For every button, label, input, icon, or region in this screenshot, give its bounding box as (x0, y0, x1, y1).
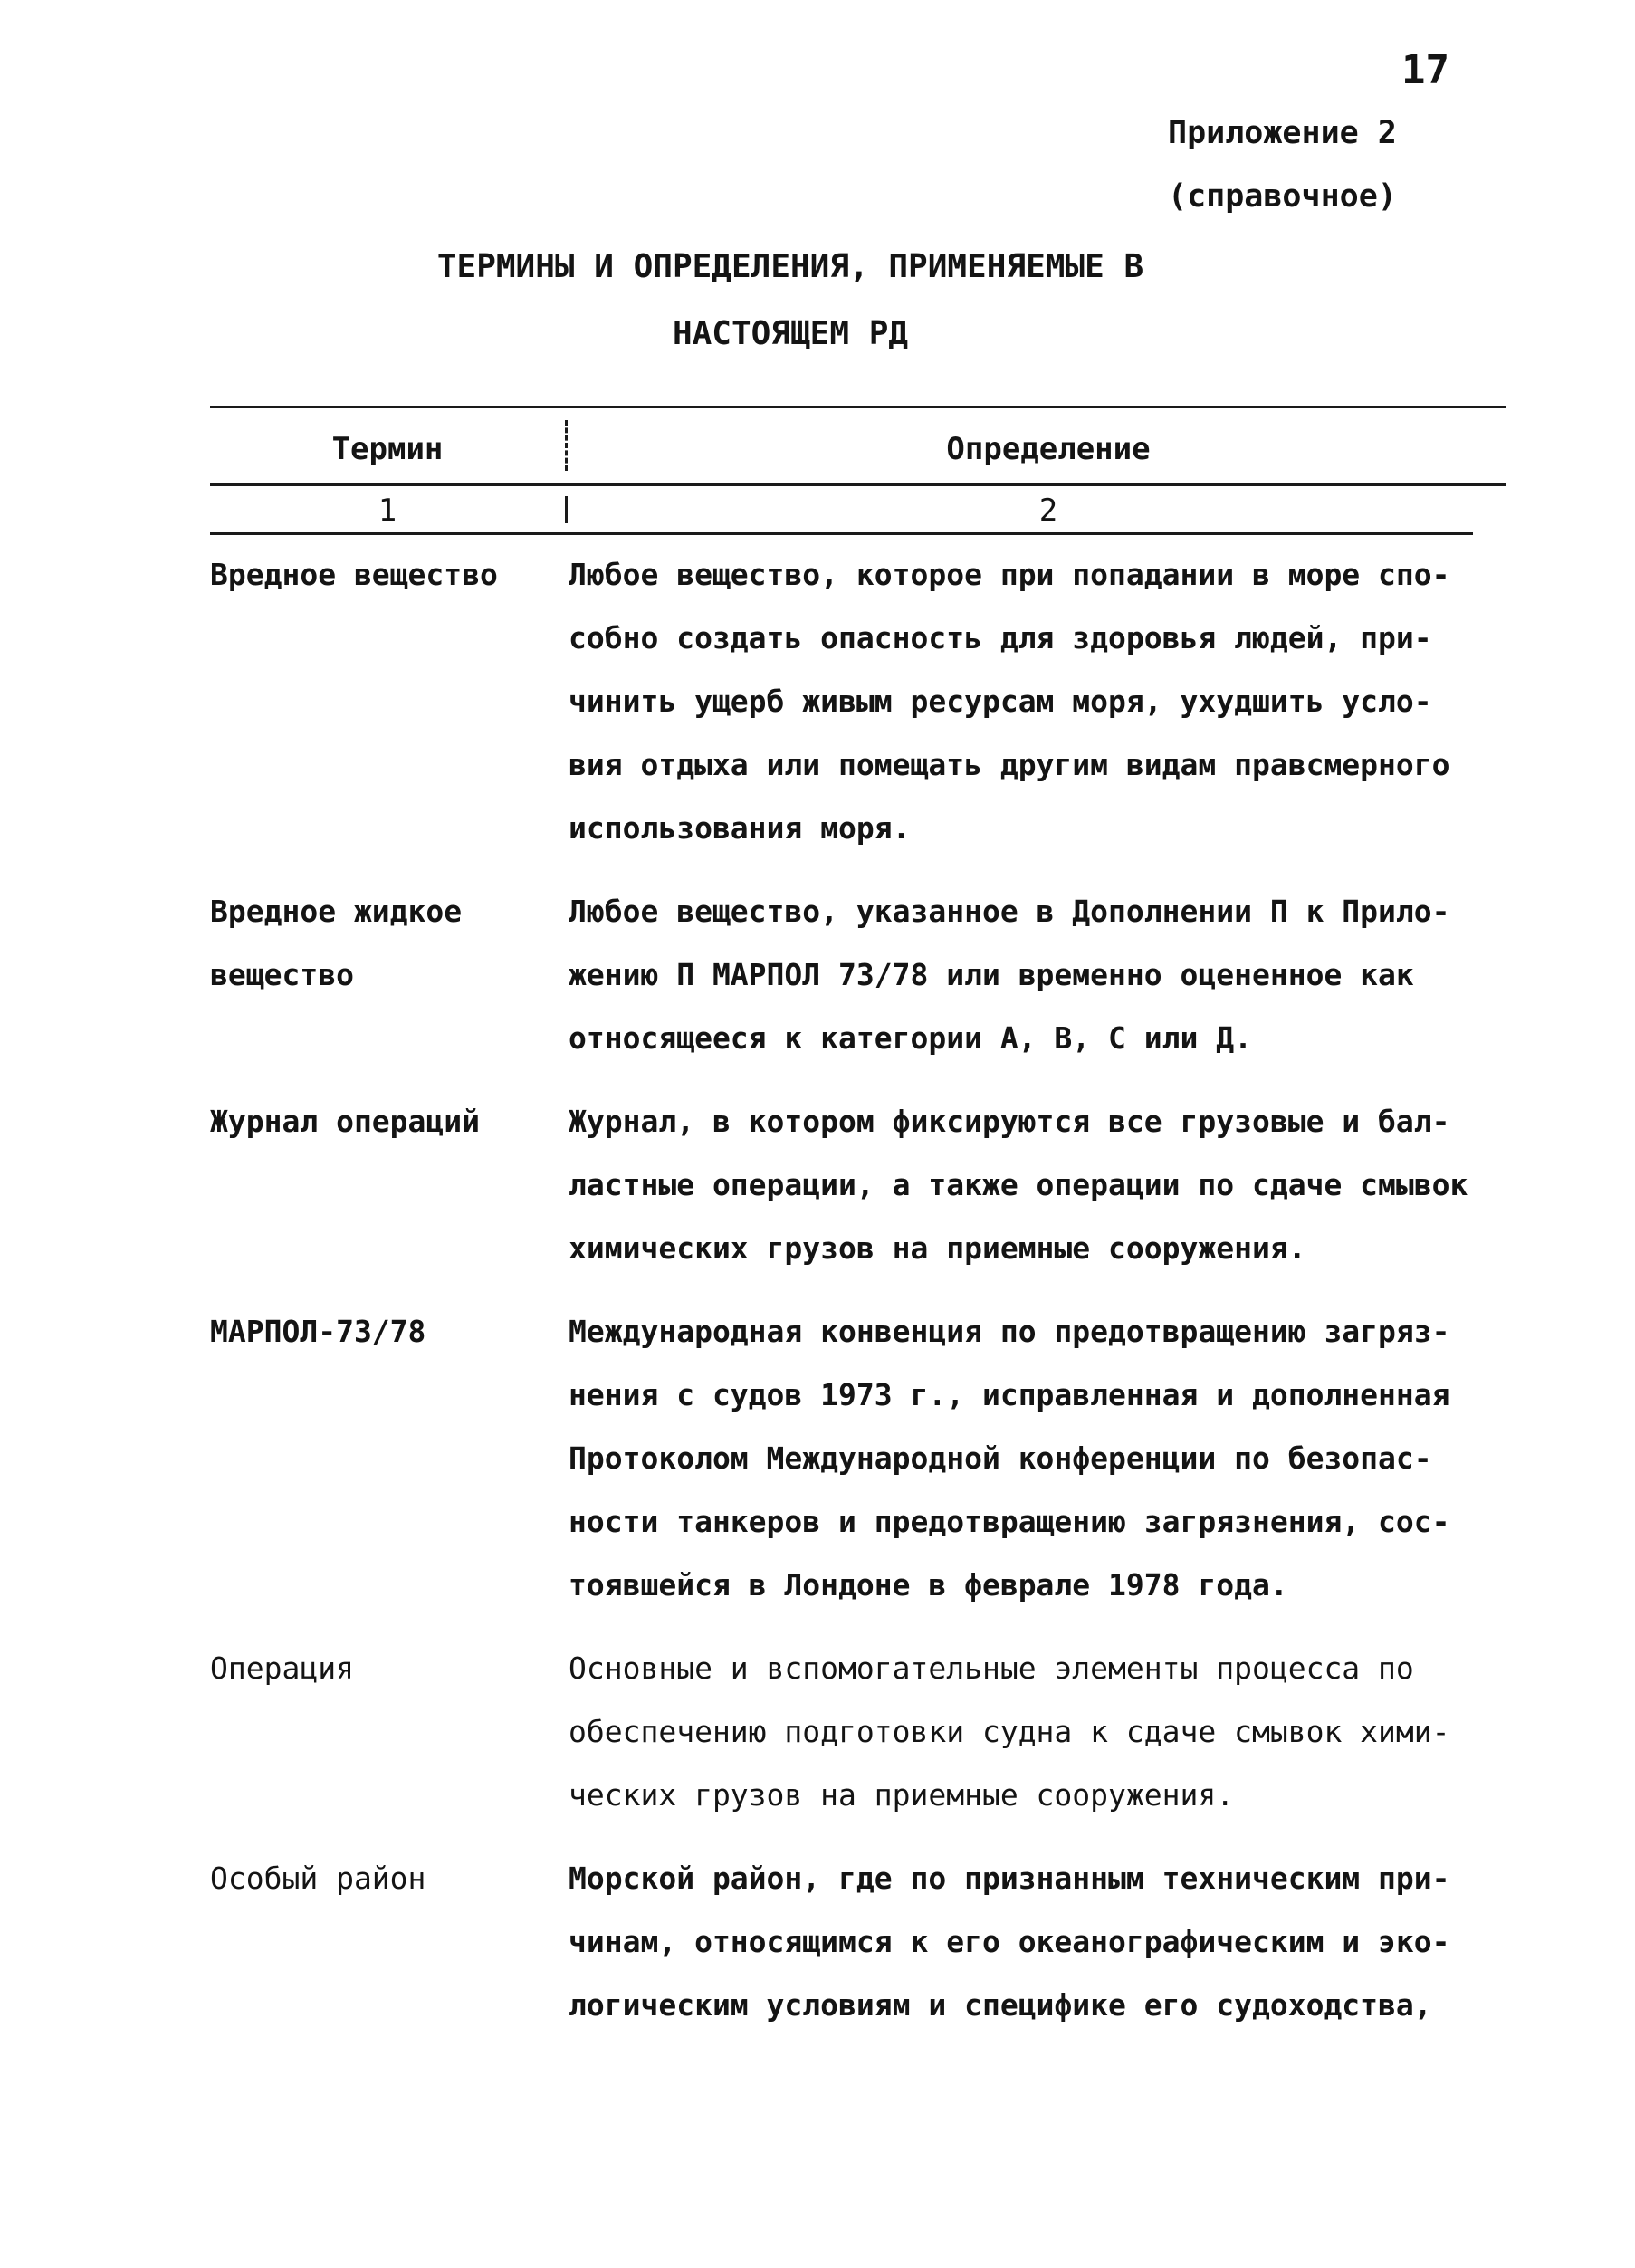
definition-line: Морской район, где по признанным техническим при- (569, 1861, 1450, 1896)
definition-cell (569, 1300, 1532, 1617)
definition-line: ластные операции, а также операции по сдаче смывок (569, 1167, 1468, 1202)
definition-line: относящееся к категории А, В, С или Д. (569, 1020, 1252, 1056)
definition-cell (569, 543, 1532, 860)
table-row (210, 1847, 1532, 2037)
definition-line: чинам, относящимся к его океанографическим и эко- (569, 1924, 1450, 1959)
table-row (210, 1300, 1532, 1617)
definition-line: жению П МАРПОЛ 73/78 или временно оцененное как (569, 957, 1414, 992)
definition-line: тоявшейся в Лондоне в феврале 1978 года. (569, 1567, 1288, 1603)
column-number-term: 1 (378, 493, 397, 529)
terms-table-body (210, 543, 1532, 2057)
definition-line: ческих грузов на приемные сооружения. (569, 1777, 1235, 1813)
definition-line: химических грузов на приемные сооружения. (569, 1230, 1306, 1266)
definition-cell (569, 1637, 1532, 1827)
definition-line: Международная конвенция по предотвращению загряз- (569, 1314, 1450, 1349)
column-divider (565, 496, 568, 523)
appendix-title: Приложение 2 (1168, 115, 1397, 151)
table-top-rule (210, 406, 1506, 408)
definition-line: Протоколом Международной конференции по безопас- (569, 1440, 1432, 1476)
header-term: Термин (331, 431, 444, 467)
title-line-1: ТЕРМИНЫ И ОПРЕДЕЛЕНИЯ, ПРИМЕНЯЕМЫЕ В (436, 248, 1144, 285)
title-line-2: НАСТОЯЩЕМ РД (672, 315, 909, 352)
header-definition: Определение (946, 431, 1151, 467)
column-divider (565, 420, 568, 471)
appendix-label (1168, 101, 1430, 228)
definition-line: Основные и вспомогательные элементы процесса по (569, 1651, 1414, 1686)
appendix-note: (справочное) (1168, 178, 1397, 215)
table-row (210, 543, 1532, 860)
page-number: 17 (1401, 47, 1449, 93)
document-title (0, 234, 1635, 368)
definition-line: вия отдыха или помещать другим видам правсмерного (569, 747, 1450, 782)
table-row (210, 1090, 1532, 1280)
definition-line: Журнал, в котором фиксируются все грузовые и бал- (569, 1104, 1450, 1139)
term-cell: Вредное вещество (210, 557, 498, 592)
term-cell: Вредное жидкое вещество (210, 894, 463, 992)
definition-cell (569, 1847, 1532, 2037)
definition-line: логическим условиям и специфике его судоходства, (569, 1987, 1432, 2023)
term-cell: Особый район (210, 1861, 426, 1896)
definition-line: обеспечению подготовки судна к сдаче смывок хими- (569, 1714, 1450, 1749)
definition-cell (569, 880, 1532, 1070)
table-header-rule (210, 483, 1506, 486)
term-cell: Операция (210, 1651, 354, 1686)
column-number-definition: 2 (1038, 493, 1058, 529)
table-row (210, 880, 1532, 1070)
definition-line: использования моря. (569, 810, 911, 846)
definition-cell (569, 1090, 1532, 1280)
definition-line: Любое вещество, которое при попадании в море спо- (569, 557, 1450, 592)
term-cell: Журнал операций (210, 1104, 481, 1139)
definition-line: собно создать опасность для здоровья людей, при- (569, 620, 1432, 656)
term-cell: МАРПОЛ-73/78 (210, 1314, 426, 1349)
definition-line: ности танкеров и предотвращению загрязнения, сос- (569, 1504, 1450, 1539)
definition-line: Любое вещество, указанное в Дополнении П к Прило- (569, 894, 1450, 929)
table-number-rule (210, 532, 1473, 535)
table-row (210, 1637, 1532, 1827)
definition-line: нения с судов 1973 г., исправленная и дополненная (569, 1377, 1450, 1412)
definition-line: чинить ущерб живым ресурсам моря, ухудшить усло- (569, 684, 1432, 719)
